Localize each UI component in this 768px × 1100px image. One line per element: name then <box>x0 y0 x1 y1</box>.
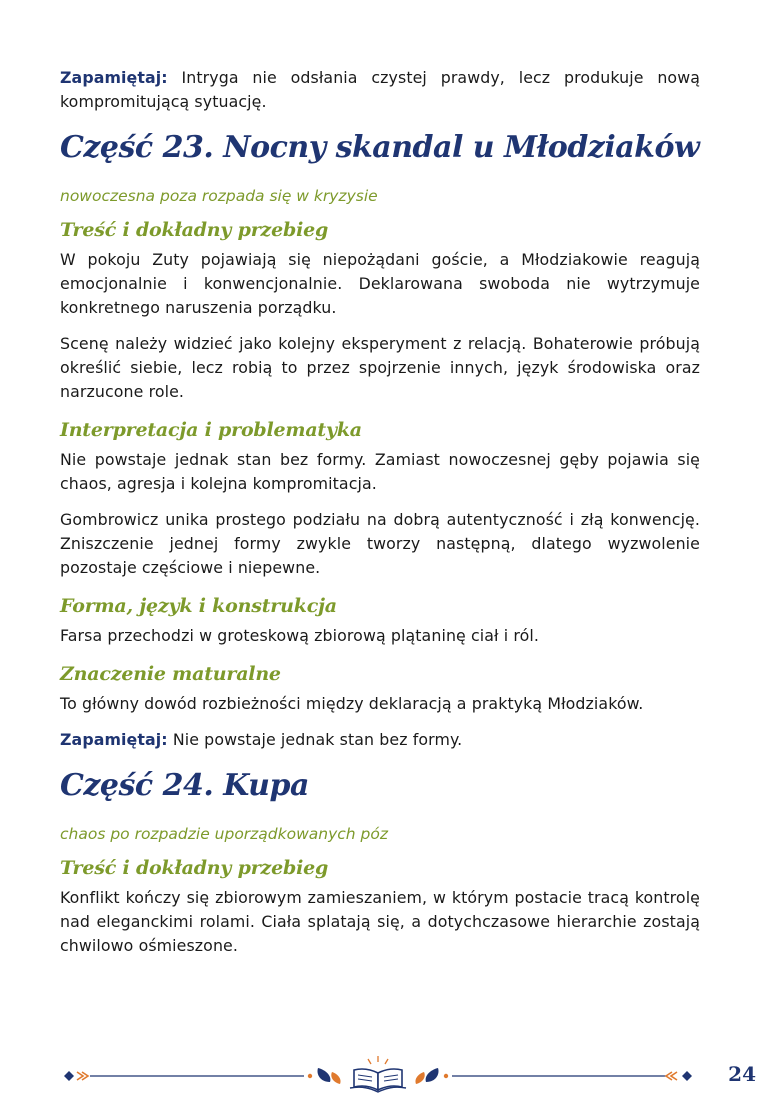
page-content <box>60 66 700 970</box>
page-number: 24 <box>728 1062 756 1086</box>
ch23-section-significance-heading: Znaczenie maturalne <box>60 663 281 685</box>
ch23-significance-paragraph: To główny dowód rozbieżności między deklaracją a praktyką Młodziaków. <box>60 694 644 713</box>
footer-ornament <box>0 1052 700 1100</box>
chapter-23-title: Część 23. Nocny skandal u Młodziaków <box>60 130 700 165</box>
right-dot <box>444 1074 448 1078</box>
left-leaf-icon <box>318 1068 331 1082</box>
ch23-form-paragraph: Farsa przechodzi w groteskową zbiorową plątaninę ciał i ról. <box>60 626 539 645</box>
top-remember-note <box>60 66 700 114</box>
right-arrow-icon <box>666 1072 677 1080</box>
ch23-section-form-heading: Forma, język i konstrukcja <box>60 595 337 617</box>
chapter-24-subtitle: chaos po rozpadzie uporządkowanych póz <box>60 825 389 843</box>
right-leaf-small-icon <box>415 1072 424 1084</box>
remember-text: Intryga nie odsłania czystej prawdy, lecz produkuje nową kompromitującą sytuację. <box>60 68 700 111</box>
ch23-content-paragraph-1: W pokoju Zuty pojawiają się niepożądani goście, a Młodziakowie reagują emocjonalnie i konwencjonalnie. Deklarowana swoboda nie wytrzymuje konkretnego naruszenia porządku. <box>60 250 700 317</box>
open-book-icon <box>350 1056 406 1092</box>
left-dot <box>308 1074 312 1078</box>
remember-label: Zapamiętaj: <box>60 730 168 749</box>
ch23-interpretation-paragraph-2: Gombrowicz unika prostego podziału na dobrą autentyczność i złą konwencję. Zniszczenie jednej formy zwykle tworzy następną, dlatego wyzwolenie pozostaje częściowe i niepewne. <box>60 510 700 577</box>
ch23-remember-note <box>60 728 700 752</box>
right-diamond-icon <box>682 1071 692 1081</box>
ch23-content-paragraph-2: Scenę należy widzieć jako kolejny eksperyment z relacją. Bohaterowie próbują określić siebie, lecz robią to przez spojrzenie innych, język środowiska oraz narzucone role. <box>60 334 700 401</box>
left-arrow-icon <box>77 1072 88 1080</box>
left-leaf-small-icon <box>331 1072 340 1084</box>
ch23-section-content-heading: Treść i dokładny przebieg <box>60 219 329 241</box>
ch23-section-interpretation-heading: Interpretacja i problematyka <box>60 419 362 441</box>
chapter-24-title: Część 24. Kupa <box>60 768 309 803</box>
ch24-content-paragraph-1: Konflikt kończy się zbiorowym zamieszaniem, w którym postacie tracą kontrolę nad eleganckimi rolami. Ciała splatają się, a dotychczasowe hierarchie zostają chwilowo ośmieszone. <box>60 888 700 955</box>
ch23-interpretation-paragraph-1: Nie powstaje jednak stan bez formy. Zamiast nowoczesnej gęby pojawia się chaos, agresja i kolejna kompromitacja. <box>60 450 700 493</box>
chapter-23-subtitle: nowoczesna poza rozpada się w kryzysie <box>60 187 378 205</box>
right-leaf-icon <box>426 1068 439 1082</box>
page-footer <box>0 1052 768 1100</box>
remember-text: Nie powstaje jednak stan bez formy. <box>167 730 463 749</box>
ch24-section-content-heading: Treść i dokładny przebieg <box>60 857 329 879</box>
remember-label: Zapamiętaj: <box>60 68 168 87</box>
left-diamond-icon <box>64 1071 74 1081</box>
